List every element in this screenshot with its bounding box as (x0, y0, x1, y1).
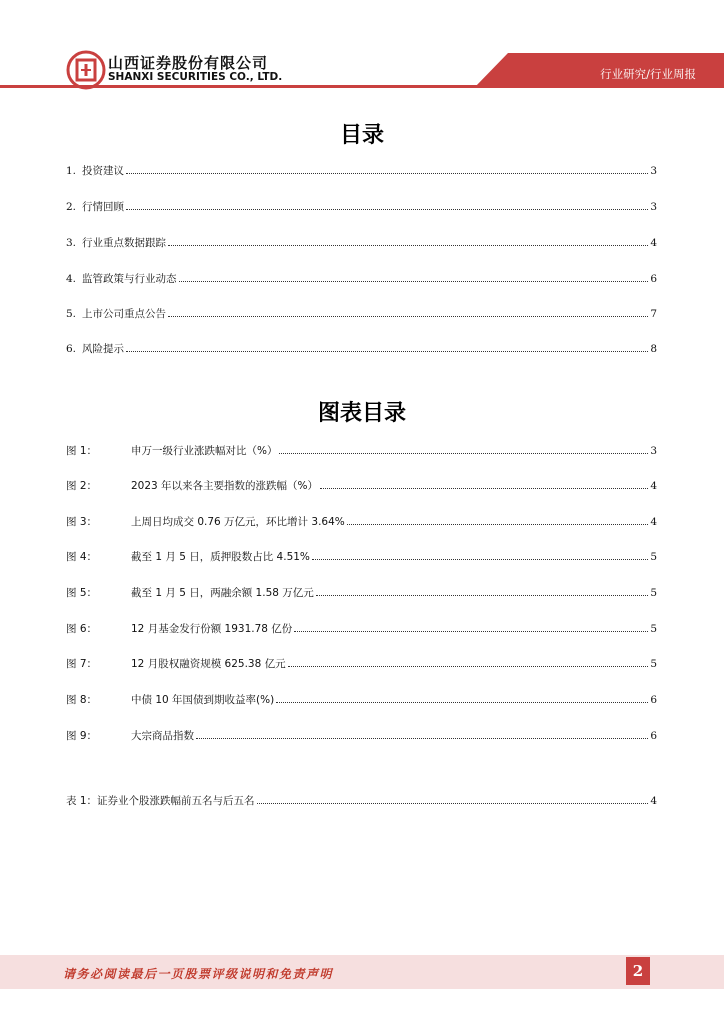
toc-entry-number: 1. (66, 165, 77, 177)
toc-entry-page: 7 (650, 308, 657, 320)
figure-entry[interactable] (66, 728, 657, 744)
toc-title: 目录 (339, 123, 384, 148)
dot-leader (126, 208, 648, 210)
toc-entry[interactable] (66, 341, 657, 357)
toc-entry-number: 4. (66, 273, 77, 285)
toc-entry-page: 8 (650, 343, 657, 355)
dot-leader (294, 630, 648, 632)
figure-entry[interactable] (66, 514, 657, 530)
table-text: 证券业个股涨跌幅前五名与后五名 (97, 795, 255, 807)
toc-entry-page: 3 (650, 201, 657, 213)
figure-label: 图 3： (66, 516, 98, 528)
figure-entry[interactable] (66, 549, 657, 565)
figure-label: 图 5： (66, 587, 98, 599)
dot-leader (257, 802, 649, 804)
toc-entry-text: 行业重点数据跟踪 (82, 237, 167, 249)
figure-entry[interactable] (66, 692, 657, 708)
toc-entry-text: 风险提示 (82, 343, 125, 355)
figure-text: 申万一级行业涨跌幅对比（%） (131, 445, 278, 457)
figure-page: 6 (650, 694, 657, 706)
company-logo-icon (66, 50, 106, 90)
figure-text: 截至 1 月 5 日，质押股数占比 4.51% (131, 551, 310, 563)
dot-leader (320, 487, 648, 489)
figure-entry[interactable] (66, 478, 657, 494)
header-divider (0, 85, 724, 88)
figure-label: 图 8： (66, 694, 98, 706)
figure-page: 4 (650, 516, 657, 528)
footer-disclaimer[interactable]: 请务必阅读最后一页股票评级说明和免责声明 (63, 967, 334, 981)
figure-text: 大宗商品指数 (131, 730, 194, 742)
company-name-en: SHANXI SECURITIES CO., LTD. (108, 71, 283, 83)
figure-page: 4 (650, 480, 657, 492)
toc-entry[interactable] (66, 163, 657, 179)
toc-entry-text: 行情回顾 (82, 201, 125, 213)
figure-label: 图 4： (66, 551, 98, 563)
figure-page: 5 (650, 551, 657, 563)
toc-entry[interactable] (66, 306, 657, 322)
figure-text: 中债 10 年国债到期收益率(%) (131, 694, 275, 706)
figure-label: 图 7： (66, 658, 98, 670)
company-name-cn: 山西证券股份有限公司 (108, 54, 269, 72)
dot-leader (312, 558, 648, 560)
figure-label: 图 6： (66, 623, 98, 635)
toc-entry-page: 3 (650, 165, 657, 177)
figures-title: 图表目录 (317, 401, 406, 426)
figure-page: 6 (650, 730, 657, 742)
figure-text: 2023 年以来各主要指数的涨跌幅（%） (131, 480, 319, 492)
toc-entry-page: 6 (650, 273, 657, 285)
toc-entry-page: 4 (650, 237, 657, 249)
table-label: 表 1： (66, 795, 98, 807)
figure-entry[interactable] (66, 656, 657, 672)
toc-entry-text: 上市公司重点公告 (82, 308, 167, 320)
figure-entry[interactable] (66, 585, 657, 601)
figure-text: 上周日均成交 0.76 万亿元，环比增计 3.64% (131, 516, 345, 528)
dot-leader (347, 523, 649, 525)
dot-leader (316, 594, 649, 596)
figure-label: 图 1： (66, 445, 98, 457)
dot-leader (279, 452, 648, 454)
figure-page: 5 (650, 587, 657, 599)
toc-entry-number: 5. (66, 308, 77, 320)
toc-entry[interactable] (66, 235, 657, 251)
figure-text: 截至 1 月 5 日，两融余额 1.58 万亿元 (131, 587, 314, 599)
table-entry[interactable] (66, 793, 657, 809)
figure-entry[interactable] (66, 621, 657, 637)
dot-leader (196, 737, 648, 739)
figure-page: 5 (650, 623, 657, 635)
dot-leader (168, 315, 648, 317)
toc-entry-number: 3. (66, 237, 77, 249)
figure-label: 图 2： (66, 480, 98, 492)
figure-page: 5 (650, 658, 657, 670)
dot-leader (276, 701, 648, 703)
toc-entry-text: 监管政策与行业动态 (82, 273, 177, 285)
dot-leader (179, 280, 649, 282)
dot-leader (126, 172, 648, 174)
table-page: 4 (650, 795, 657, 807)
figure-page: 3 (650, 445, 657, 457)
toc-entry[interactable] (66, 199, 657, 215)
report-category-tag: 行业研究/行业周报 (600, 67, 696, 81)
toc-entry[interactable] (66, 271, 657, 287)
figure-entry[interactable] (66, 443, 657, 459)
toc-entry-number: 6. (66, 343, 77, 355)
toc-entry-number: 2. (66, 201, 77, 213)
page-number: 2 (626, 957, 650, 985)
figure-text: 12 月股权融资规模 625.38 亿元 (131, 658, 286, 670)
toc-entry-text: 投资建议 (82, 165, 125, 177)
figure-label: 图 9： (66, 730, 98, 742)
dot-leader (126, 350, 648, 352)
dot-leader (288, 665, 649, 667)
figure-text: 12 月基金发行份额 1931.78 亿份 (131, 623, 293, 635)
dot-leader (168, 244, 648, 246)
